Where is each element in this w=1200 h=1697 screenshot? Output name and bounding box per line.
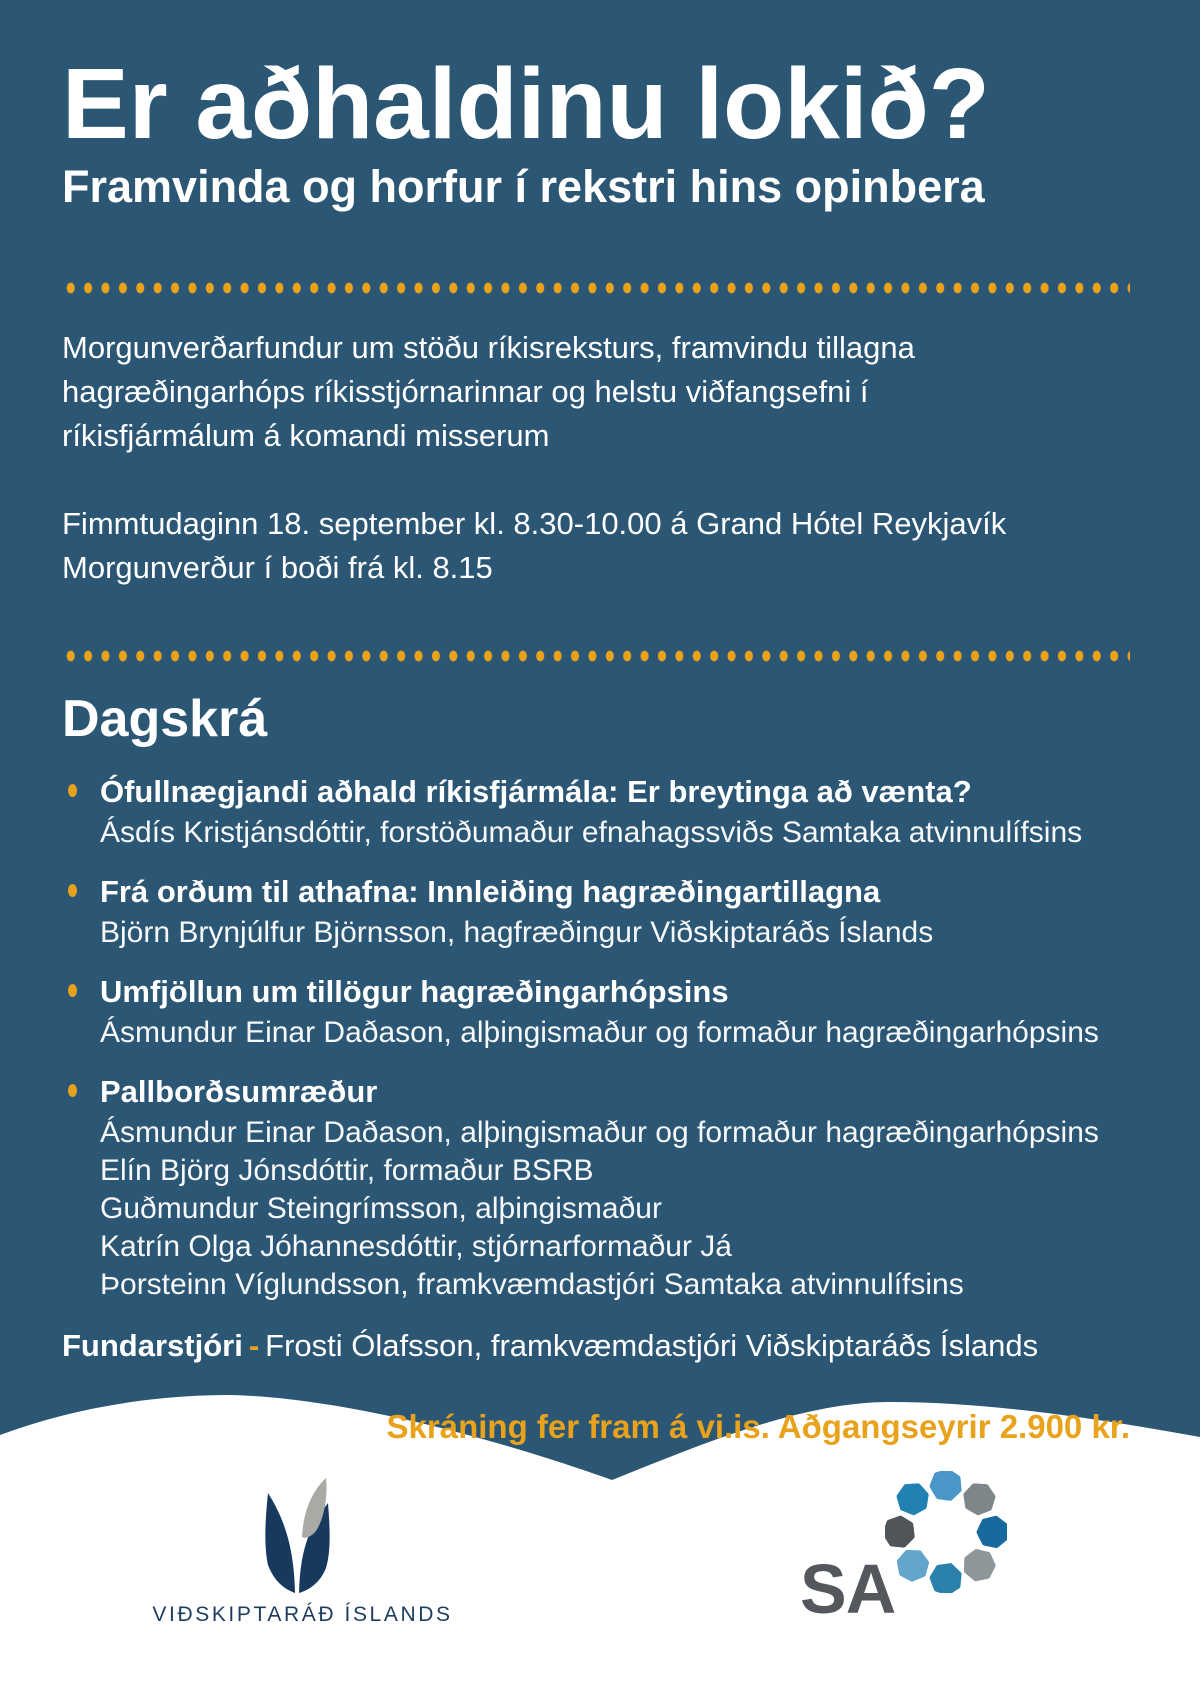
speaker-line: Björn Brynjúlfur Björnsson, hagfræðingur Viðskiptaráðs Íslands bbox=[100, 915, 934, 949]
vidskiptarad-logo-icon bbox=[262, 1475, 332, 1595]
agenda-heading: Dagskrá bbox=[62, 689, 268, 748]
intro-paragraph bbox=[62, 326, 1130, 458]
poster-subtitle: Framvinda og horfur í rekstri hins opinbera bbox=[62, 161, 985, 212]
hexagon-bottomleft-icon bbox=[895, 1546, 932, 1582]
agenda-item-title: Pallborðsumræður bbox=[100, 1073, 378, 1109]
agenda-item bbox=[62, 872, 1130, 952]
speaker-line: Katrín Olga Jóhannesdóttir, stjórnarformaður Já bbox=[100, 1229, 732, 1263]
hexagon-bottomright-icon bbox=[961, 1546, 999, 1584]
agenda-item-title: Frá orðum til athafna: Innleiðing hagræðingartillagna bbox=[100, 873, 881, 909]
hexagon-top-icon bbox=[931, 1471, 962, 1499]
dotted-separator-top bbox=[62, 282, 1130, 294]
registration-note: Skráning fer fram á vi.is. Aðgangseyrir 2.900 kr. bbox=[386, 1407, 1130, 1445]
poster-content bbox=[0, 48, 1200, 1446]
speaker-line: Ásmundur Einar Daðason, alþingismaður og formaður hagræðingarhópsins bbox=[100, 1015, 1099, 1049]
moderator-dash: - bbox=[248, 1327, 260, 1363]
speaker-line: Guðmundur Steingrímsson, alþingismaður bbox=[100, 1191, 662, 1225]
hexagon-left-icon bbox=[885, 1517, 914, 1546]
bullet-dot-icon bbox=[68, 784, 77, 797]
intro-line: Morgunverðarfundur um stöðu ríkisreksturs, framvindu tillagna bbox=[62, 329, 915, 365]
agenda-item bbox=[62, 772, 1130, 852]
speaker-line: Elín Björg Jónsdóttir, formaður BSRB bbox=[100, 1153, 594, 1187]
intro-line: ríkisfjármálum á komandi misserum bbox=[62, 417, 550, 453]
speaker-line: Þorsteinn Víglundsson, framkvæmdastjóri Samtaka atvinnulífsins bbox=[100, 1267, 964, 1301]
moderator-label: Fundarstjóri bbox=[62, 1327, 243, 1363]
sa-logo-text: SA bbox=[800, 1550, 896, 1628]
datetime-line: Fimmtudaginn 18. september kl. 8.30-10.00 á Grand Hótel Reykjavík bbox=[62, 505, 1007, 541]
moderator-line bbox=[62, 1326, 1130, 1366]
hexagon-bottom-icon bbox=[929, 1561, 963, 1593]
datetime-line: Morgunverður í boði frá kl. 8.15 bbox=[62, 549, 493, 585]
bullet-dot-icon bbox=[68, 984, 77, 997]
speaker-line: Ásmundur Einar Daðason, alþingismaður og formaður hagræðingarhópsins bbox=[100, 1115, 1099, 1149]
speaker-line: Ásdís Kristjánsdóttir, forstöðumaður efnahagssviðs Samtaka atvinnulífsins bbox=[100, 815, 1083, 849]
moderator-name: Frosti Ólafsson, framkvæmdastjóri Viðskiptaráðs Íslands bbox=[265, 1327, 1039, 1363]
agenda-item bbox=[62, 972, 1130, 1052]
sa-hexagon-ring-icon bbox=[885, 1471, 1007, 1593]
dotted-separator-bottom bbox=[62, 650, 1130, 662]
bullet-dot-icon bbox=[68, 1084, 77, 1097]
agenda-item-title: Ófullnægjandi aðhald ríkisfjármála: Er breytinga að vænta? bbox=[100, 773, 972, 809]
bullet-dot-icon bbox=[68, 884, 77, 897]
hexagon-topright-icon bbox=[961, 1480, 998, 1517]
agenda-item-title: Umfjöllun um tillögur hagræðingarhópsins bbox=[100, 973, 729, 1009]
agenda-list bbox=[62, 772, 1130, 1304]
poster-title: Er aðhaldinu lokið? bbox=[62, 48, 990, 160]
vidskiptarad-logo-caption: VIÐSKIPTARÁÐ ÍSLANDS bbox=[152, 1603, 453, 1626]
hexagon-topleft-icon bbox=[895, 1481, 930, 1516]
hexagon-right-icon bbox=[977, 1515, 1007, 1547]
intro-line: hagræðingarhóps ríkisstjórnarinnar og helstu viðfangsefni í bbox=[62, 373, 869, 409]
agenda-item bbox=[62, 1072, 1130, 1304]
event-datetime bbox=[62, 502, 1130, 590]
